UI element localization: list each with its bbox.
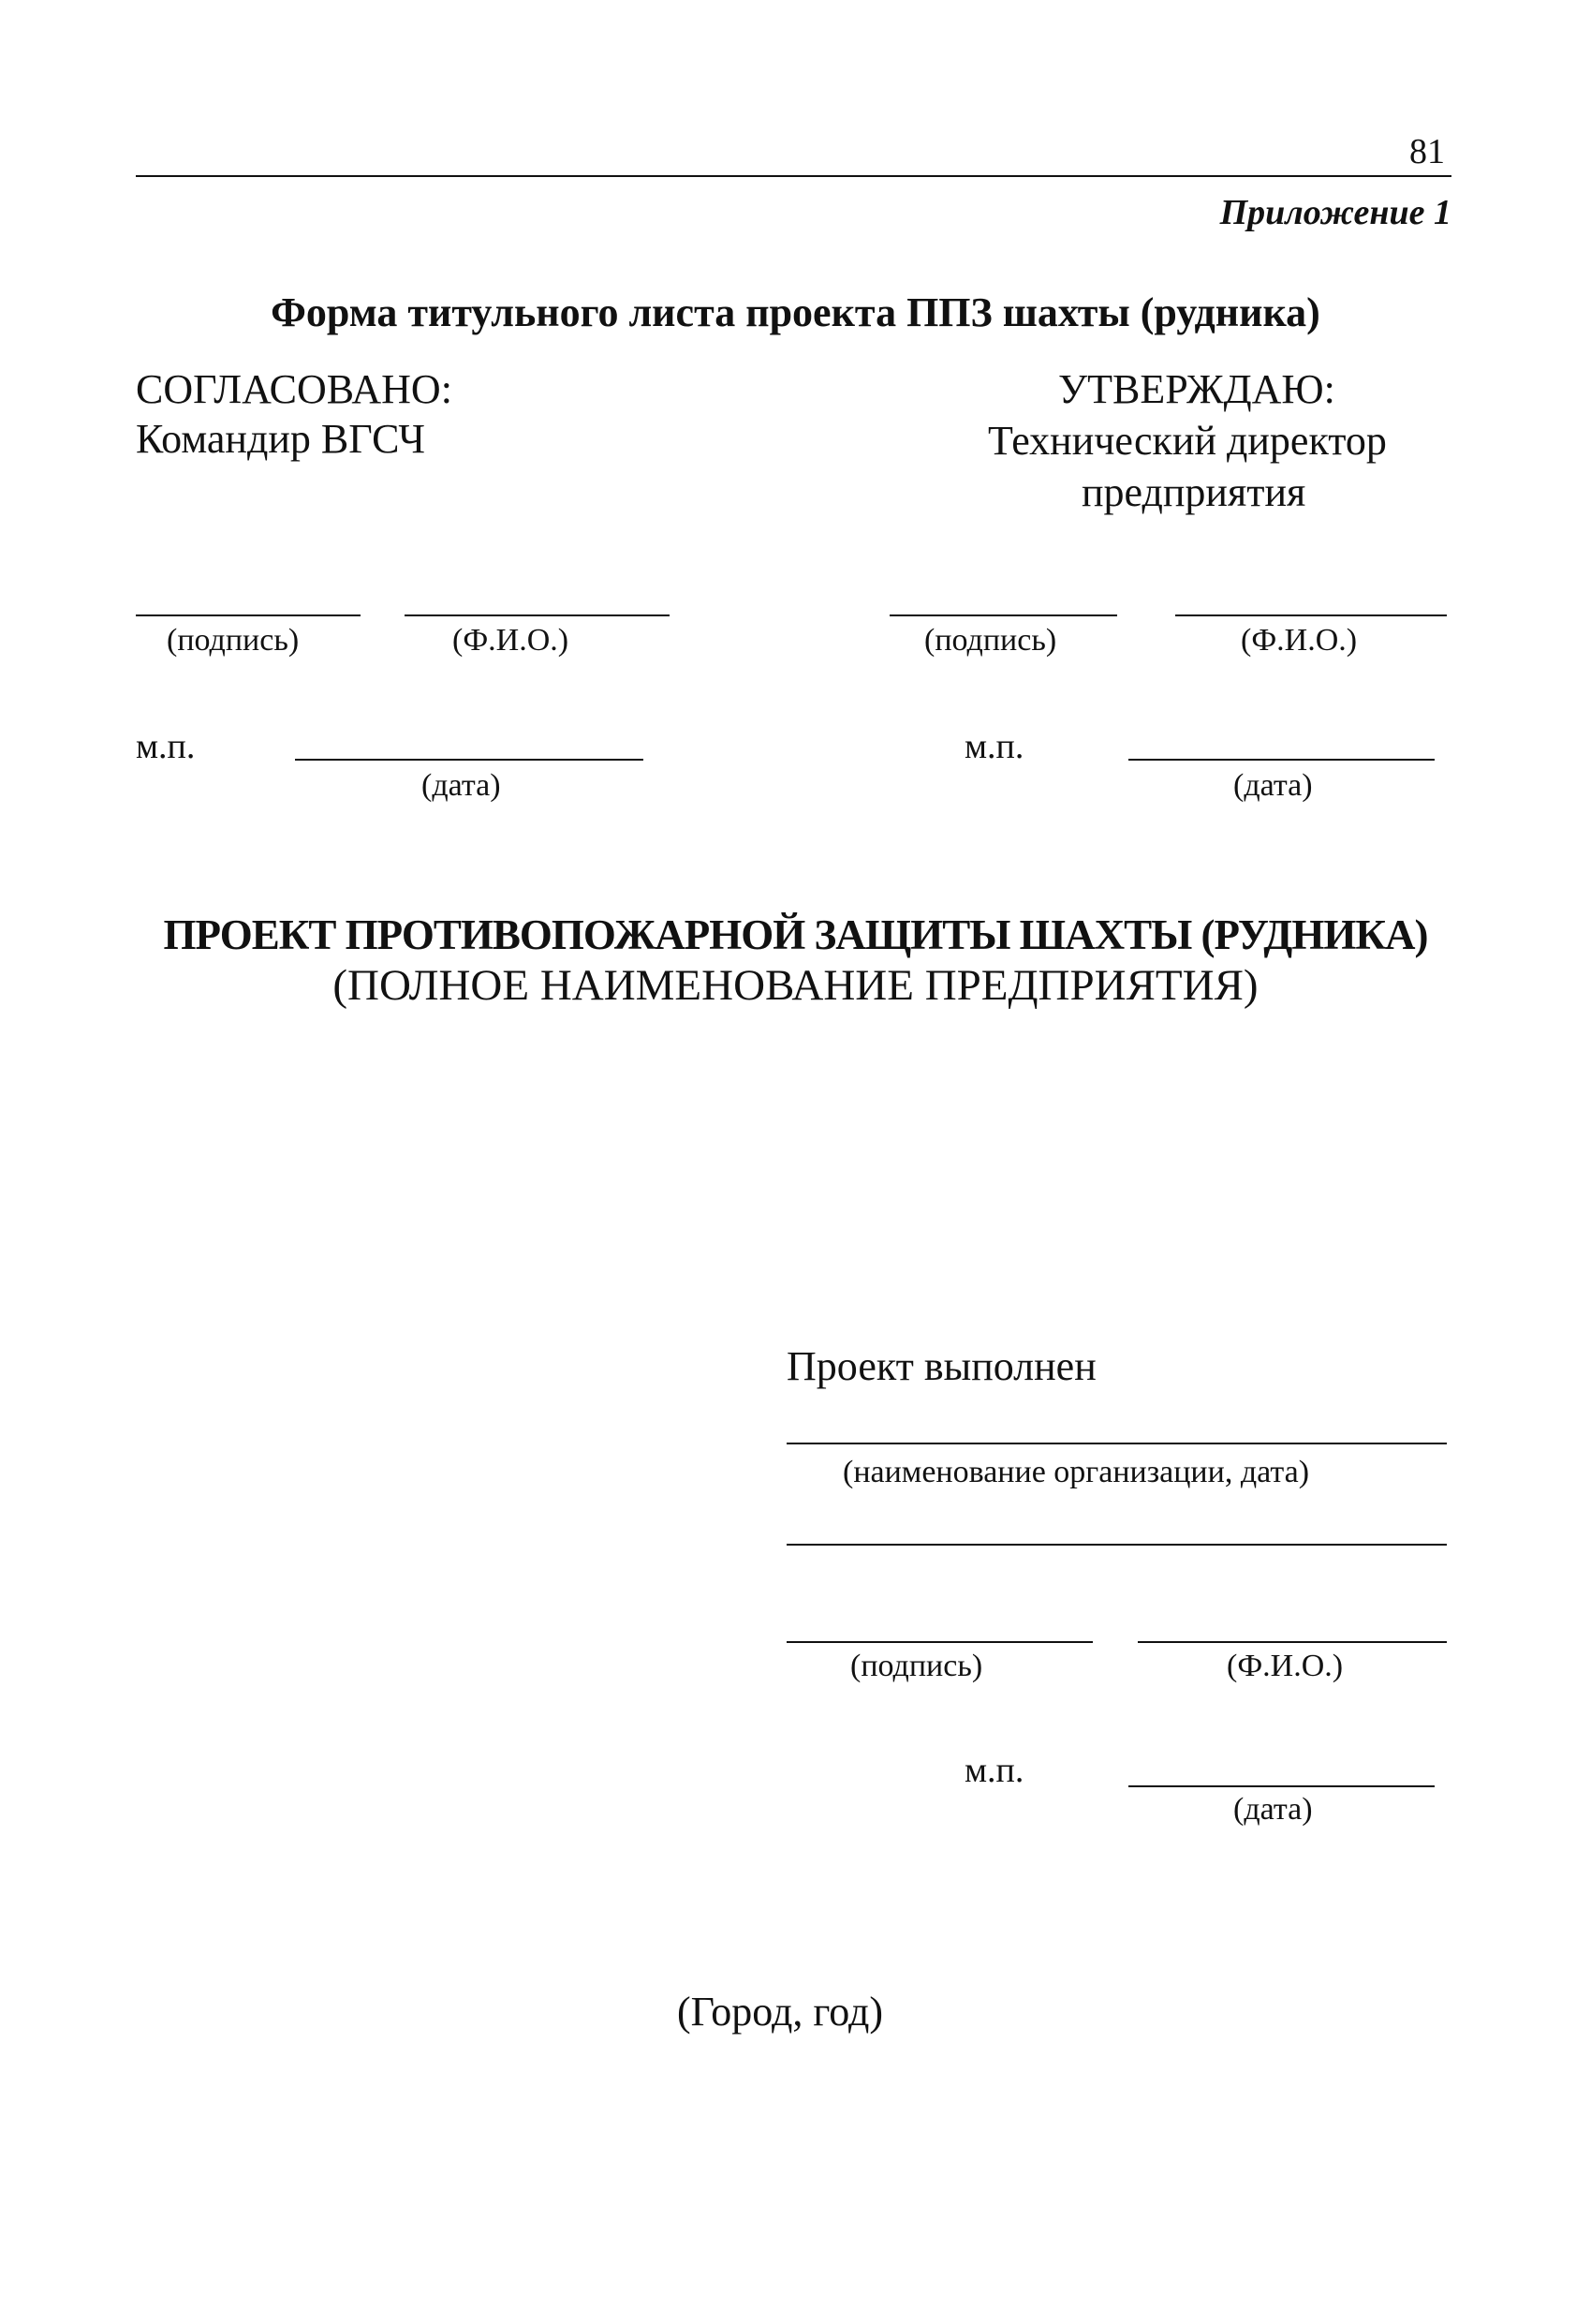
executor-name-caption: (Ф.И.О.) [1227, 1649, 1344, 1683]
organization-caption: (наименование организации, дата) [843, 1455, 1310, 1489]
right-date-caption: (дата) [1233, 768, 1313, 803]
left-name-line [405, 614, 670, 616]
project-title-line2: (ПОЛНОЕ НАИМЕНОВАНИЕ ПРЕДПРИЯТИЯ) [332, 961, 1259, 1010]
organization-line [787, 1443, 1447, 1444]
left-stamp: м.п. [136, 727, 196, 766]
right-name-caption: (Ф.И.О.) [1241, 623, 1358, 658]
organization-line-2 [787, 1544, 1447, 1546]
executor-date-line [1128, 1785, 1435, 1787]
page-number: 81 [1409, 132, 1445, 171]
left-signature-caption: (подпись) [167, 623, 300, 658]
executor-name-line [1138, 1641, 1447, 1643]
commander-position: Командир ВГСЧ [136, 416, 425, 462]
left-name-caption: (Ф.И.О.) [452, 623, 569, 658]
project-title-line1: ПРОЕКТ ПРОТИВОПОЖАРНОЙ ЗАЩИТЫ ШАХТЫ (РУДНИКА) [163, 911, 1428, 958]
executor-signature-caption: (подпись) [850, 1649, 983, 1683]
right-signature-caption: (подпись) [924, 623, 1057, 658]
executor-date-caption: (дата) [1233, 1792, 1313, 1827]
left-date-line [295, 759, 643, 761]
director-position-line2: предприятия [1082, 469, 1306, 515]
right-name-line [1175, 614, 1447, 616]
left-signature-line [136, 614, 361, 616]
header-rule [136, 175, 1451, 177]
executor-label: Проект выполнен [787, 1343, 1097, 1389]
executor-stamp: м.п. [965, 1751, 1024, 1790]
appendix-label: Приложение 1 [1219, 193, 1451, 232]
director-position-line1: Технический директор [988, 418, 1387, 464]
right-signature-line [890, 614, 1117, 616]
left-date-caption: (дата) [421, 768, 501, 803]
executor-signature-line [787, 1641, 1093, 1643]
approve-heading: УТВЕРЖДАЮ: [1058, 366, 1335, 412]
agreed-heading: СОГЛАСОВАНО: [136, 366, 452, 412]
form-title: Форма титульного листа проекта ППЗ шахты (рудника) [271, 289, 1320, 335]
right-date-line [1128, 759, 1435, 761]
city-year: (Город, год) [677, 1989, 884, 2035]
right-stamp: м.п. [965, 727, 1024, 766]
